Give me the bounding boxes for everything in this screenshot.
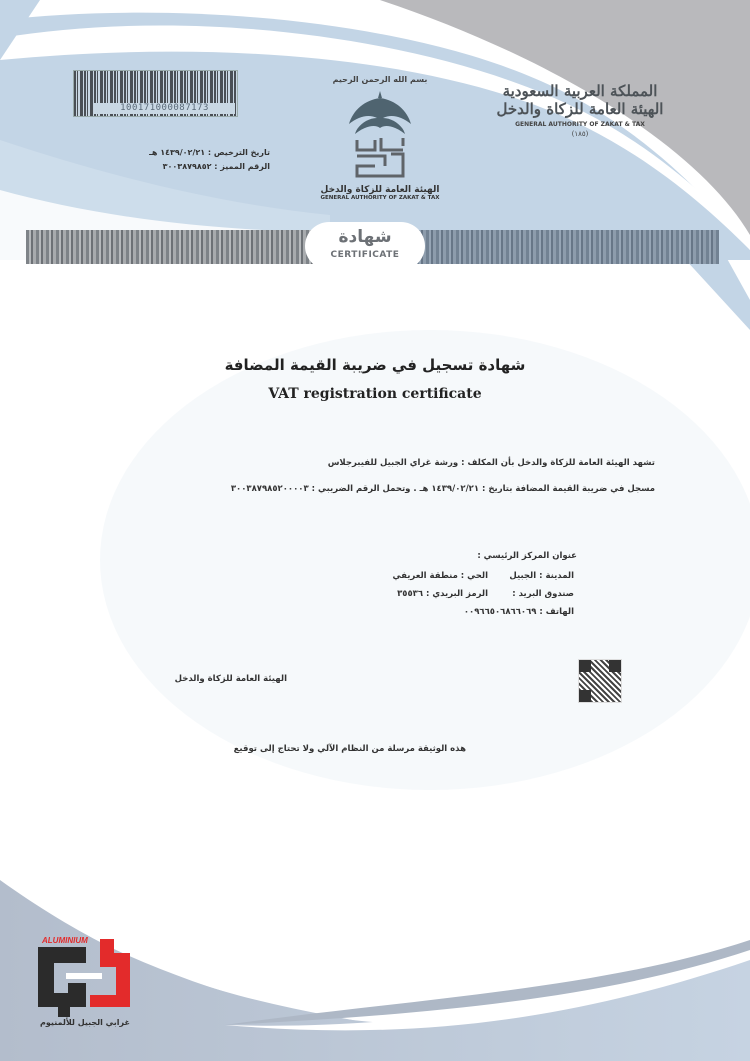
registration-statement: مسجل في ضريبة القيمة المضافة بتاريخ : ١٤٣٩/٠٢/٢١ هـ . وتحمل الرقم الضريبي : ٣٠٠٣٨٧٩٨٥٢٠٠٠٠٣ (230, 484, 655, 494)
banner-label-en: CERTIFICATE (330, 250, 400, 260)
certification-statement: تشهد الهيئة العامة للزكاة والدخل بأن المكلف : ورشة غراي الجبيل للفيبرجلاس (327, 458, 655, 468)
page-title-ar: شهادة تسجيل في ضريبة القيمة المضافة (224, 356, 526, 374)
address-district: الحي : منطقة العريفي (392, 571, 488, 581)
authority-calligraphy-ar: الهيئة العامة للزكاة والدخل (496, 100, 664, 118)
kingdom-name-ar: المملكة العربية السعودية (502, 82, 658, 100)
distinguished-number: الرقم المميز : ٣٠٠٣٨٧٩٨٥٢ (162, 162, 270, 171)
page-title-en: VAT registration certificate (268, 386, 482, 402)
address-po-box: صندوق البريد : (512, 589, 574, 599)
ksa-authority-logo (495, 82, 665, 138)
certificate-banner-label (305, 222, 425, 270)
banner-tint (407, 230, 719, 264)
authority-name-en: GENERAL AUTHORITY OF ZAKAT & TAX (320, 195, 440, 201)
license-meta (130, 146, 270, 174)
license-date: تاريخ الترخيص : ١٤٣٩/٠٢/٢١ هـ (149, 148, 270, 157)
auto-generated-note: هذه الوثيقة مرسلة من النظام الآلي ولا تحتاج إلى توقيع (233, 744, 466, 754)
address-postal-code: الرمز البريدي : ٣٥٥٣٦ (397, 589, 488, 599)
address-phone: الهاتف : ٠٠٩٦٦٥٠٦٨٦٦٠٦٩ (463, 607, 574, 617)
authority-name-en-right: GENERAL AUTHORITY OF ZAKAT & TAX (515, 121, 645, 128)
company-tagline: غرابي الجبيل للألمنيوم (40, 1018, 130, 1027)
barcode (73, 70, 238, 117)
address-city: المدينة : الجبيل (509, 571, 574, 581)
banner-label-ar: شهادة (338, 227, 392, 247)
bismillah-text: بسم الله الرحمن الرحيم (332, 75, 428, 84)
zakat-authority-logo (290, 75, 470, 201)
aluminium-label: ALUMINIUM (42, 936, 88, 945)
authority-name-ar: الهيئة العامة للزكاة والدخل (320, 185, 440, 195)
qr-code (578, 659, 622, 703)
barcode-number: 100171000087173 (94, 103, 235, 114)
authority-number: (١٨٥) (571, 130, 589, 138)
issuing-authority: الهيئة العامة للزكاة والدخل (174, 674, 287, 684)
palm-emblem-icon (345, 88, 415, 183)
address-heading: عنوان المركز الرئيسي : (477, 551, 577, 561)
